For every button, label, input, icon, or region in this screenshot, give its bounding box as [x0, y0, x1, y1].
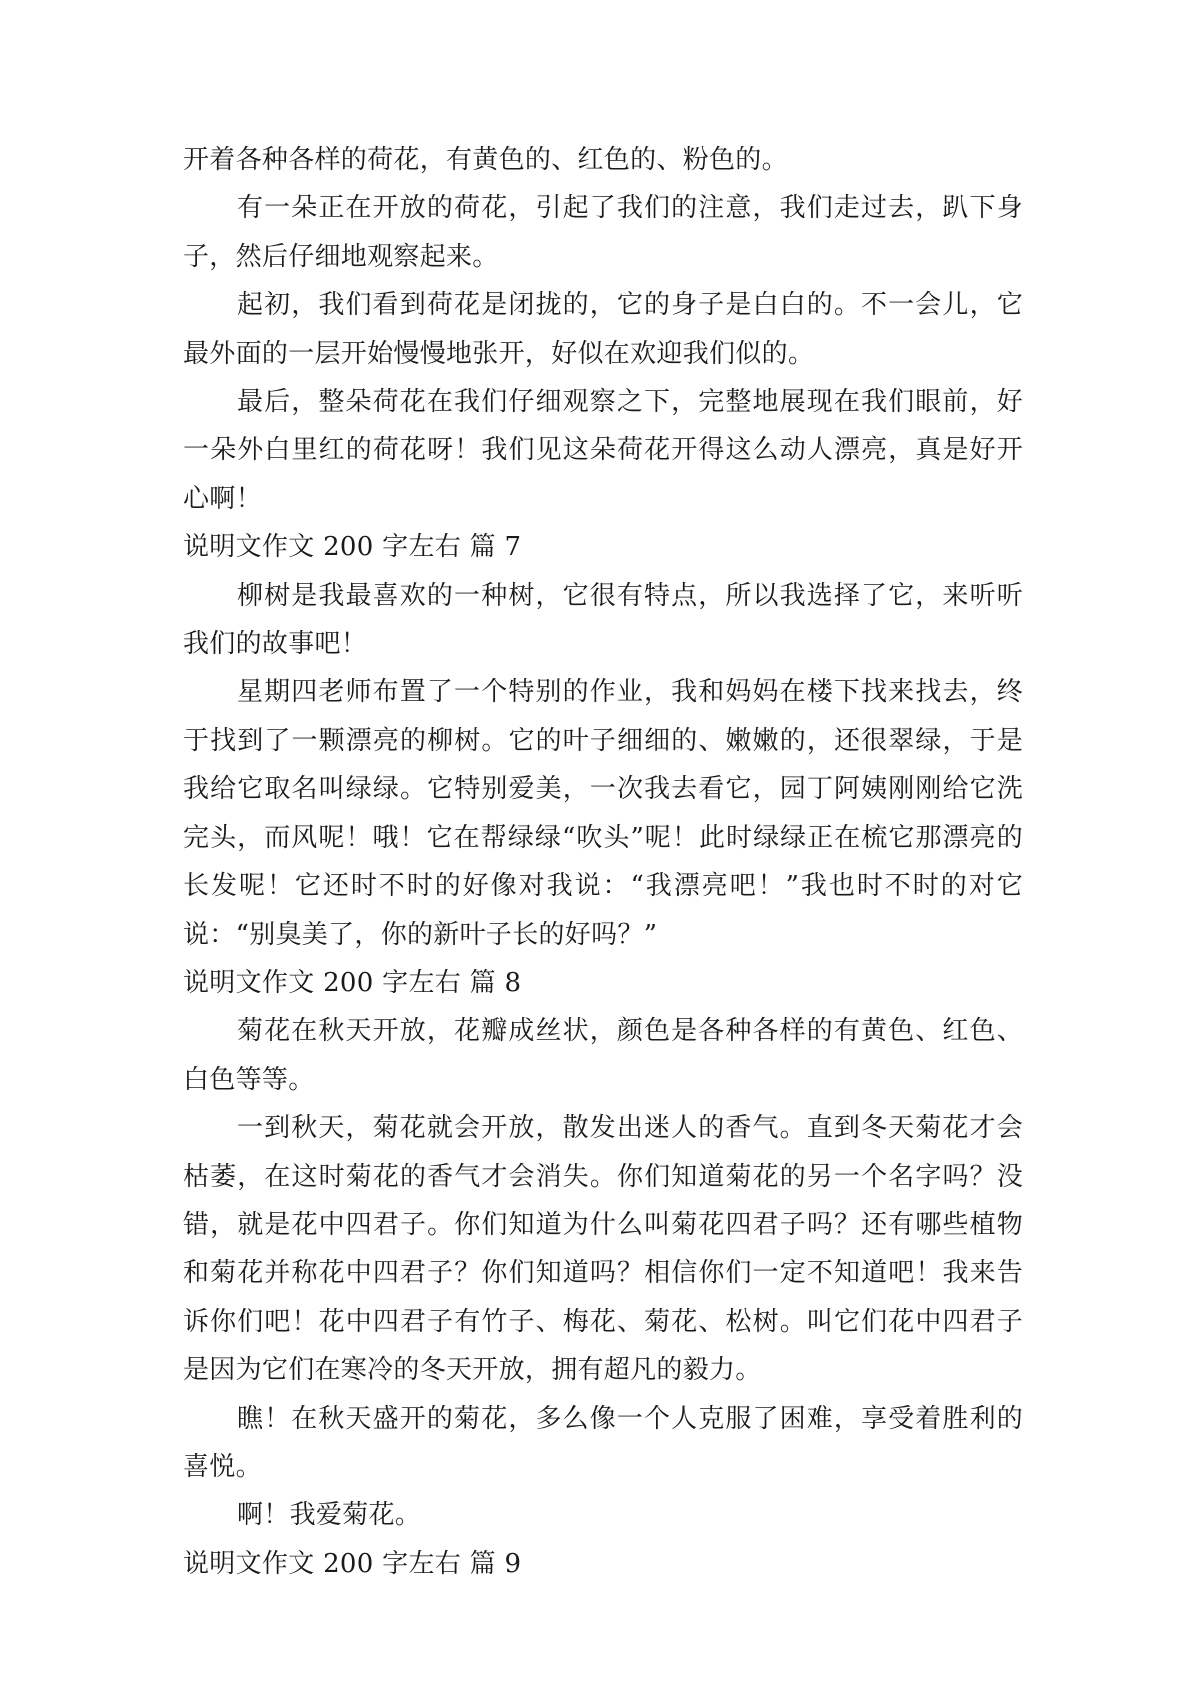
paragraph: 柳树是我最喜欢的一种树，它很有特点，所以我选择了它，来听听我们的故事吧！	[183, 580, 1023, 660]
paragraph: 最后，整朵荷花在我们仔细观察之下，完整地展现在我们眼前，好一朵外白里红的荷花呀！我们见这朵荷花开得这么动人漂亮，真是好开心啊！	[183, 387, 1023, 514]
paragraph: 有一朵正在开放的荷花，引起了我们的注意，我们走过去，趴下身子，然后仔细地观察起来。	[183, 193, 1023, 272]
section-heading: 说明文作文 200 字左右 篇 8	[183, 967, 522, 998]
paragraph: 一到秋天，菊花就会开放，散发出迷人的香气。直到冬天菊花才会枯萎，在这时菊花的香气才会消失。你们知道菊花的另一个名字吗？没错，就是花中四君子。你们知道为什么叫菊花四君子吗？还有哪些植物和菊花并称花中四君子？你们知道吗？相信你们一定不知道吧！我来告诉你们吧！花中四君子有竹子、梅花、菊花、松树。叫它们花中四君子是因为它们在寒冷的冬天开放，拥有超凡的毅力。	[183, 1113, 1023, 1386]
section-heading: 说明文作文 200 字左右 篇 9	[183, 1548, 522, 1579]
paragraph: 开着各种各样的荷花，有黄色的、红色的、粉色的。	[183, 145, 788, 175]
paragraph: 菊花在秋天开放，花瓣成丝状，颜色是各种各样的有黄色、红色、白色等等。	[183, 1016, 1023, 1095]
paragraph: 起初，我们看到荷花是闭拢的，它的身子是白白的。不一会儿，它最外面的一层开始慢慢地张开，好似在欢迎我们似的。	[183, 290, 1023, 369]
paragraph: 瞧！在秋天盛开的菊花，多么像一个人克服了困难，享受着胜利的喜悦。	[183, 1403, 1023, 1482]
section-heading: 说明文作文 200 字左右 篇 7	[183, 532, 522, 563]
paragraph: 星期四老师布置了一个特别的作业，我和妈妈在楼下找来找去，终于找到了一颗漂亮的柳树。它的叶子细细的、嫩嫩的，还很翠绿，于是我给它取名叫绿绿。它特别爱美，一次我去看它，园丁阿姨刚刚给它洗完头，而风呢！哦！它在帮绿绿“吹头”呢！此时绿绿正在梳它那漂亮的长发呢！它还时不时的好像对我说：“我漂亮吧！”我也时不时的对它说：“别臭美了，你的新叶子长的好吗？”	[183, 677, 1023, 950]
document-page	[183, 136, 1023, 1588]
paragraph: 啊！我爱菊花。	[237, 1500, 422, 1531]
